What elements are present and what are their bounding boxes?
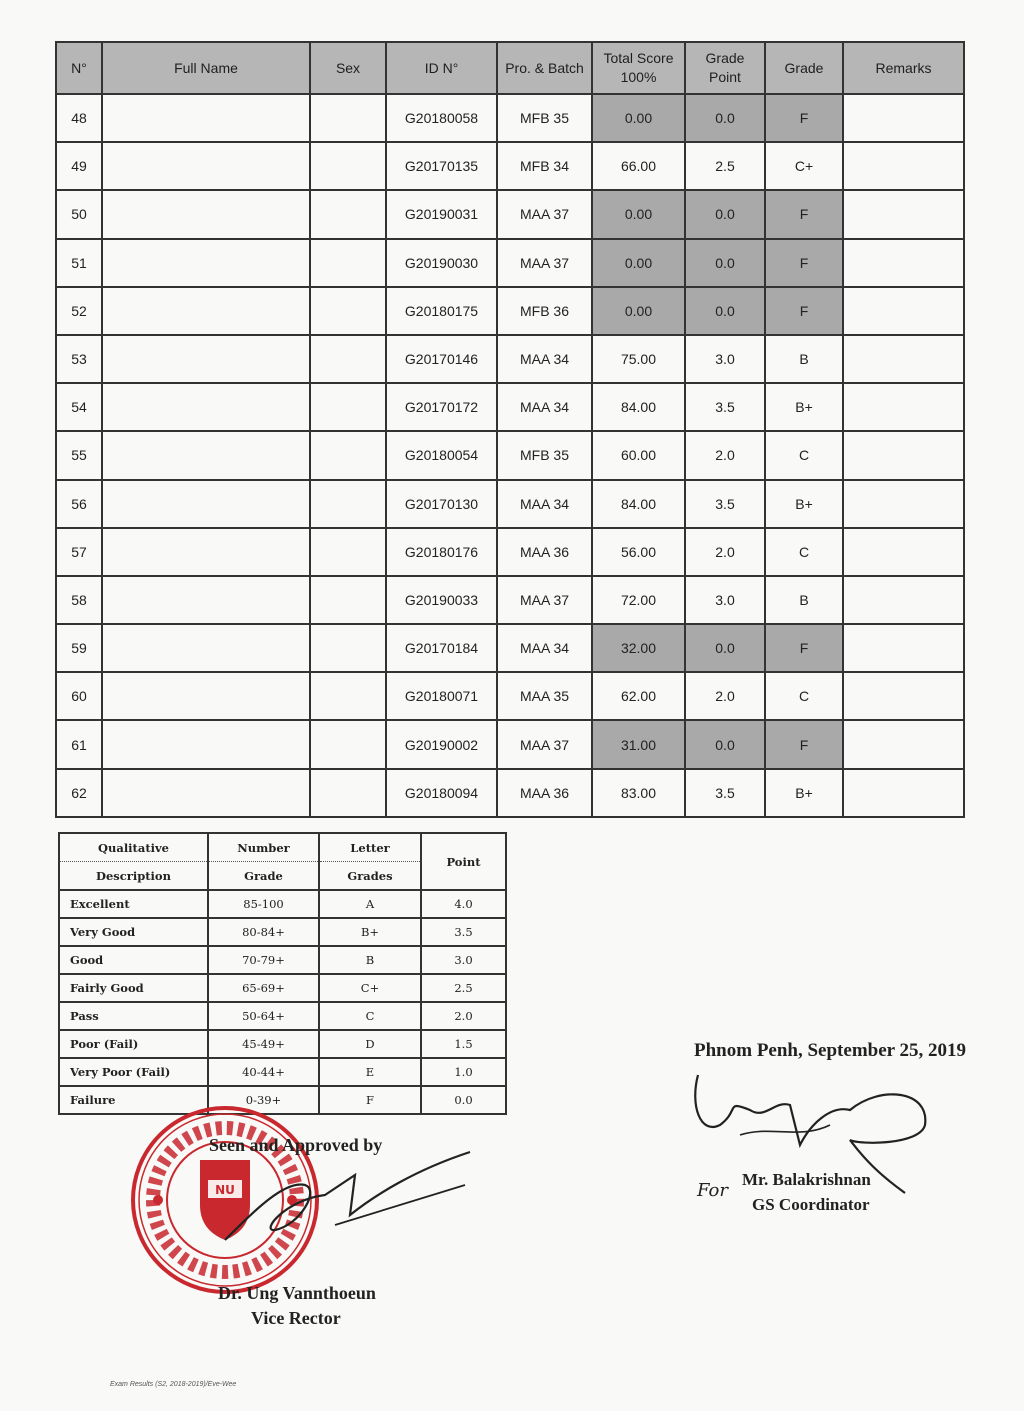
coordinator-title: GS Coordinator bbox=[752, 1195, 870, 1214]
grade-point: 3.0 bbox=[685, 335, 765, 383]
row-number: 51 bbox=[56, 239, 102, 287]
remarks-cell bbox=[843, 239, 964, 287]
full-name-cell bbox=[102, 190, 310, 238]
row-number: 53 bbox=[56, 335, 102, 383]
total-score: 84.00 bbox=[592, 480, 685, 528]
qualitative-description: Pass bbox=[59, 1002, 208, 1030]
col-header-no: N° bbox=[56, 42, 102, 94]
remarks-cell bbox=[843, 383, 964, 431]
student-id: G20190030 bbox=[386, 239, 497, 287]
grade-scale-row bbox=[59, 918, 506, 946]
student-id: G20180054 bbox=[386, 431, 497, 479]
student-id: G20180058 bbox=[386, 94, 497, 142]
col-header-grade-point: Grade Point bbox=[685, 42, 765, 94]
total-score: 0.00 bbox=[592, 190, 685, 238]
grade-point: 0.0 bbox=[685, 720, 765, 768]
qualitative-header-bottom: Description bbox=[59, 862, 208, 891]
grade-point: 2.0 bbox=[685, 528, 765, 576]
row-number: 48 bbox=[56, 94, 102, 142]
grade-point: 0.0 bbox=[421, 1086, 506, 1114]
letter-grade: A bbox=[319, 890, 421, 918]
program-batch: MFB 35 bbox=[497, 431, 592, 479]
grade-point: 3.5 bbox=[685, 480, 765, 528]
grade-point: 3.5 bbox=[685, 383, 765, 431]
grade-point: 1.0 bbox=[421, 1058, 506, 1086]
student-id: G20170135 bbox=[386, 142, 497, 190]
letter-grade: E bbox=[319, 1058, 421, 1086]
remarks-cell bbox=[843, 480, 964, 528]
number-grade-range: 40-44+ bbox=[208, 1058, 319, 1086]
table-row bbox=[56, 624, 964, 672]
row-number: 52 bbox=[56, 287, 102, 335]
grade-point: 3.5 bbox=[421, 918, 506, 946]
full-name-cell bbox=[102, 769, 310, 817]
remarks-cell bbox=[843, 769, 964, 817]
letter-grade: F bbox=[765, 287, 843, 335]
student-id: G20170146 bbox=[386, 335, 497, 383]
student-id: G20170172 bbox=[386, 383, 497, 431]
grade-scale-table bbox=[58, 832, 507, 1115]
remarks-cell bbox=[843, 720, 964, 768]
sex-cell bbox=[310, 287, 386, 335]
grade-point: 3.0 bbox=[421, 946, 506, 974]
table-row bbox=[56, 287, 964, 335]
full-name-cell bbox=[102, 528, 310, 576]
point-header: Point bbox=[421, 833, 506, 890]
total-score: 32.00 bbox=[592, 624, 685, 672]
table-row bbox=[56, 769, 964, 817]
col-header-total-score: Total Score 100% bbox=[592, 42, 685, 94]
student-id: G20180071 bbox=[386, 672, 497, 720]
full-name-cell bbox=[102, 720, 310, 768]
col-header-grade: Grade bbox=[765, 42, 843, 94]
grade-point: 4.0 bbox=[421, 890, 506, 918]
row-number: 58 bbox=[56, 576, 102, 624]
letter-grade: B bbox=[765, 335, 843, 383]
table-row bbox=[56, 720, 964, 768]
letter-grade: F bbox=[765, 190, 843, 238]
sex-cell bbox=[310, 672, 386, 720]
program-batch: MFB 35 bbox=[497, 94, 592, 142]
remarks-cell bbox=[843, 190, 964, 238]
row-number: 59 bbox=[56, 624, 102, 672]
coordinator-name: Mr. Balakrishnan bbox=[742, 1170, 871, 1189]
qualitative-description: Very Good bbox=[59, 918, 208, 946]
results-table bbox=[55, 41, 965, 818]
qualitative-description: Good bbox=[59, 946, 208, 974]
grade-point: 2.0 bbox=[421, 1002, 506, 1030]
row-number: 60 bbox=[56, 672, 102, 720]
full-name-cell bbox=[102, 672, 310, 720]
sex-cell bbox=[310, 480, 386, 528]
grade-scale-body bbox=[59, 890, 506, 1114]
letter-grade: C bbox=[765, 431, 843, 479]
program-batch: MAA 37 bbox=[497, 576, 592, 624]
letter-header-top: Letter bbox=[319, 833, 421, 862]
footer-note: Exam Results (S2, 2018-2019)/Eve-Wee bbox=[110, 1381, 237, 1388]
letter-grade: B+ bbox=[765, 480, 843, 528]
full-name-cell bbox=[102, 576, 310, 624]
student-id: G20170130 bbox=[386, 480, 497, 528]
total-score: 83.00 bbox=[592, 769, 685, 817]
remarks-cell bbox=[843, 431, 964, 479]
remarks-cell bbox=[843, 94, 964, 142]
total-score: 62.00 bbox=[592, 672, 685, 720]
student-id: G20180094 bbox=[386, 769, 497, 817]
full-name-cell bbox=[102, 383, 310, 431]
table-row bbox=[56, 94, 964, 142]
table-row bbox=[56, 190, 964, 238]
col-header-full-name: Full Name bbox=[102, 42, 310, 94]
table-row bbox=[56, 480, 964, 528]
program-batch: MAA 35 bbox=[497, 672, 592, 720]
grade-point: 0.0 bbox=[685, 190, 765, 238]
program-batch: MAA 36 bbox=[497, 528, 592, 576]
full-name-cell bbox=[102, 94, 310, 142]
grade-scale-row bbox=[59, 1030, 506, 1058]
grade-point: 0.0 bbox=[685, 94, 765, 142]
qualitative-description: Poor (Fail) bbox=[59, 1030, 208, 1058]
full-name-cell bbox=[102, 239, 310, 287]
grade-point: 3.0 bbox=[685, 576, 765, 624]
grade-point: 0.0 bbox=[685, 239, 765, 287]
total-score: 75.00 bbox=[592, 335, 685, 383]
total-score: 56.00 bbox=[592, 528, 685, 576]
sex-cell bbox=[310, 142, 386, 190]
number-grade-range: 45-49+ bbox=[208, 1030, 319, 1058]
number-grade-range: 80-84+ bbox=[208, 918, 319, 946]
col-header-id: ID N° bbox=[386, 42, 497, 94]
remarks-cell bbox=[843, 576, 964, 624]
qualitative-description: Fairly Good bbox=[59, 974, 208, 1002]
place-date: Phnom Penh, September 25, 2019 bbox=[694, 1040, 966, 1061]
program-batch: MFB 36 bbox=[497, 287, 592, 335]
total-score: 0.00 bbox=[592, 94, 685, 142]
letter-grade: F bbox=[765, 239, 843, 287]
table-row bbox=[56, 239, 964, 287]
rector-title: Vice Rector bbox=[251, 1308, 341, 1328]
letter-grade: B+ bbox=[765, 383, 843, 431]
grade-point: 3.5 bbox=[685, 769, 765, 817]
program-batch: MAA 34 bbox=[497, 480, 592, 528]
number-grade-range: 0-39+ bbox=[208, 1086, 319, 1114]
grade-point: 1.5 bbox=[421, 1030, 506, 1058]
grade-point: 2.5 bbox=[421, 974, 506, 1002]
letter-grade: F bbox=[765, 624, 843, 672]
sex-cell bbox=[310, 335, 386, 383]
row-number: 50 bbox=[56, 190, 102, 238]
table-row bbox=[56, 383, 964, 431]
number-grade-range: 85-100 bbox=[208, 890, 319, 918]
total-score: 84.00 bbox=[592, 383, 685, 431]
grade-scale-row bbox=[59, 1058, 506, 1086]
grade-scale-row bbox=[59, 946, 506, 974]
table-row bbox=[56, 142, 964, 190]
seal-emblem-text: NU bbox=[215, 1183, 235, 1197]
row-number: 57 bbox=[56, 528, 102, 576]
total-score: 66.00 bbox=[592, 142, 685, 190]
remarks-cell bbox=[843, 672, 964, 720]
sex-cell bbox=[310, 769, 386, 817]
remarks-cell bbox=[843, 287, 964, 335]
student-id: G20170184 bbox=[386, 624, 497, 672]
table-row bbox=[56, 335, 964, 383]
number-grade-range: 70-79+ bbox=[208, 946, 319, 974]
grade-scale-row bbox=[59, 890, 506, 918]
full-name-cell bbox=[102, 431, 310, 479]
program-batch: MAA 36 bbox=[497, 769, 592, 817]
letter-grade: F bbox=[765, 94, 843, 142]
letter-grade: F bbox=[319, 1086, 421, 1114]
header-row bbox=[56, 42, 964, 94]
row-number: 55 bbox=[56, 431, 102, 479]
remarks-cell bbox=[843, 624, 964, 672]
program-batch: MAA 37 bbox=[497, 720, 592, 768]
program-batch: MAA 34 bbox=[497, 383, 592, 431]
program-batch: MAA 37 bbox=[497, 190, 592, 238]
student-id: G20190002 bbox=[386, 720, 497, 768]
seen-approved-label: Seen and Approved by bbox=[209, 1135, 383, 1155]
grade-point: 2.5 bbox=[685, 142, 765, 190]
sex-cell bbox=[310, 528, 386, 576]
grade-point: 0.0 bbox=[685, 287, 765, 335]
program-batch: MAA 34 bbox=[497, 624, 592, 672]
letter-grade: D bbox=[319, 1030, 421, 1058]
grade-point: 0.0 bbox=[685, 624, 765, 672]
total-score: 31.00 bbox=[592, 720, 685, 768]
total-score: 60.00 bbox=[592, 431, 685, 479]
sex-cell bbox=[310, 239, 386, 287]
full-name-cell bbox=[102, 624, 310, 672]
full-name-cell bbox=[102, 335, 310, 383]
results-body bbox=[56, 94, 964, 817]
qualitative-description: Failure bbox=[59, 1086, 208, 1114]
student-id: G20180175 bbox=[386, 287, 497, 335]
program-batch: MAA 37 bbox=[497, 239, 592, 287]
number-grade-range: 50-64+ bbox=[208, 1002, 319, 1030]
sex-cell bbox=[310, 383, 386, 431]
grade-point: 2.0 bbox=[685, 431, 765, 479]
grade-point: 2.0 bbox=[685, 672, 765, 720]
number-header-top: Number bbox=[208, 833, 319, 862]
for-note: For bbox=[697, 1180, 728, 1201]
grade-scale-row bbox=[59, 974, 506, 1002]
letter-grade: C+ bbox=[765, 142, 843, 190]
remarks-cell bbox=[843, 528, 964, 576]
student-id: G20180176 bbox=[386, 528, 497, 576]
full-name-cell bbox=[102, 142, 310, 190]
table-row bbox=[56, 431, 964, 479]
sex-cell bbox=[310, 576, 386, 624]
grade-scale-header bbox=[59, 833, 506, 862]
sex-cell bbox=[310, 624, 386, 672]
row-number: 62 bbox=[56, 769, 102, 817]
row-number: 61 bbox=[56, 720, 102, 768]
total-score: 72.00 bbox=[592, 576, 685, 624]
letter-grade: B+ bbox=[319, 918, 421, 946]
letter-grade: C bbox=[319, 1002, 421, 1030]
table-row bbox=[56, 672, 964, 720]
col-header-remarks: Remarks bbox=[843, 42, 964, 94]
letter-grade: C+ bbox=[319, 974, 421, 1002]
full-name-cell bbox=[102, 480, 310, 528]
student-id: G20190031 bbox=[386, 190, 497, 238]
col-header-sex: Sex bbox=[310, 42, 386, 94]
program-batch: MFB 34 bbox=[497, 142, 592, 190]
rector-signature bbox=[215, 1140, 475, 1250]
grade-scale-row bbox=[59, 1002, 506, 1030]
letter-grade: C bbox=[765, 672, 843, 720]
student-id: G20190033 bbox=[386, 576, 497, 624]
letter-header-bottom: Grades bbox=[319, 862, 421, 891]
remarks-cell bbox=[843, 142, 964, 190]
col-header-batch: Pro. & Batch bbox=[497, 42, 592, 94]
row-number: 54 bbox=[56, 383, 102, 431]
sex-cell bbox=[310, 431, 386, 479]
qualitative-header-top: Qualitative bbox=[59, 833, 208, 862]
total-score: 0.00 bbox=[592, 287, 685, 335]
rector-name: Dr. Ung Vannthoeun bbox=[218, 1283, 376, 1303]
number-header-bottom: Grade bbox=[208, 862, 319, 891]
letter-grade: B+ bbox=[765, 769, 843, 817]
sex-cell bbox=[310, 720, 386, 768]
program-batch: MAA 34 bbox=[497, 335, 592, 383]
number-grade-range: 65-69+ bbox=[208, 974, 319, 1002]
remarks-cell bbox=[843, 335, 964, 383]
table-row bbox=[56, 576, 964, 624]
qualitative-description: Very Poor (Fail) bbox=[59, 1058, 208, 1086]
total-score: 0.00 bbox=[592, 239, 685, 287]
table-row bbox=[56, 528, 964, 576]
letter-grade: F bbox=[765, 720, 843, 768]
full-name-cell bbox=[102, 287, 310, 335]
row-number: 49 bbox=[56, 142, 102, 190]
row-number: 56 bbox=[56, 480, 102, 528]
letter-grade: C bbox=[765, 528, 843, 576]
letter-grade: B bbox=[319, 946, 421, 974]
letter-grade: B bbox=[765, 576, 843, 624]
qualitative-description: Excellent bbox=[59, 890, 208, 918]
sex-cell bbox=[310, 94, 386, 142]
sex-cell bbox=[310, 190, 386, 238]
